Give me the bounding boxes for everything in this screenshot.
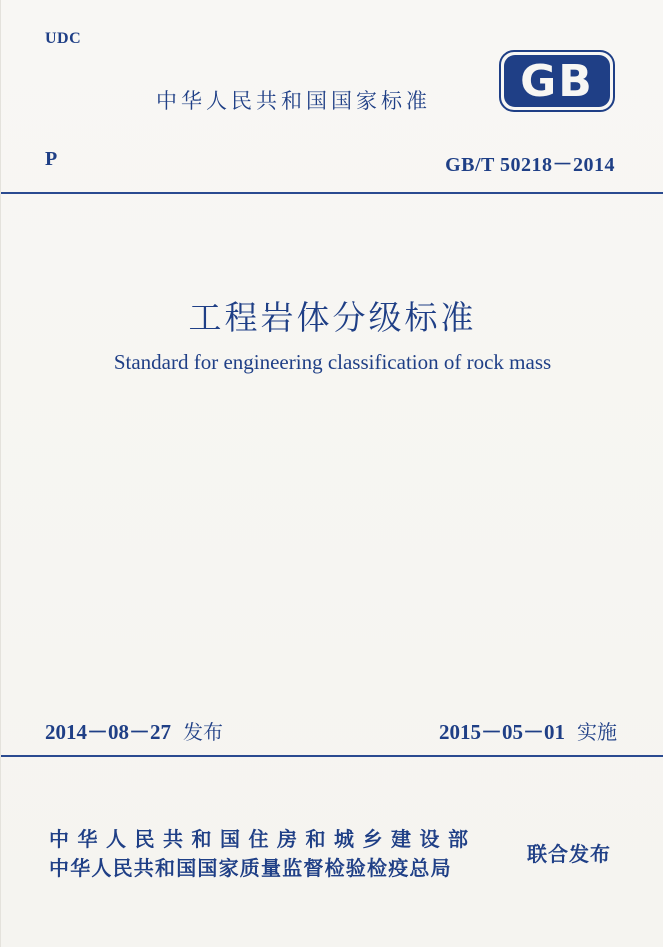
standard-number: GB/T 50218－2014 — [445, 154, 615, 176]
header-divider — [1, 192, 663, 194]
publisher-ministry: 中华人民共和国住房和城乡建设部 — [49, 827, 477, 851]
implementation-date-value: 2015－05－01 — [439, 720, 565, 744]
implementation-date — [439, 716, 617, 746]
implementation-word: 实施 — [577, 720, 617, 744]
classification-code: P — [45, 148, 58, 170]
issue-date — [45, 716, 223, 746]
issue-word: 发布 — [183, 720, 223, 744]
joint-issue-label: 联合发布 — [527, 842, 611, 866]
footer-divider — [1, 755, 663, 757]
gb-logo-text: GB — [520, 56, 594, 107]
title-chinese: 工程岩体分级标准 — [188, 298, 477, 337]
title-english: Standard for engineering classification of rock mass — [113, 350, 552, 374]
national-standard-label: 中华人民共和国国家标准 — [156, 89, 431, 113]
issue-date-value: 2014－08－27 — [45, 720, 171, 744]
gb-logo — [499, 50, 615, 112]
publisher-aqsiq: 中华人民共和国国家质量监督检验检疫总局 — [49, 856, 452, 880]
udc-label: UDC — [45, 30, 82, 47]
